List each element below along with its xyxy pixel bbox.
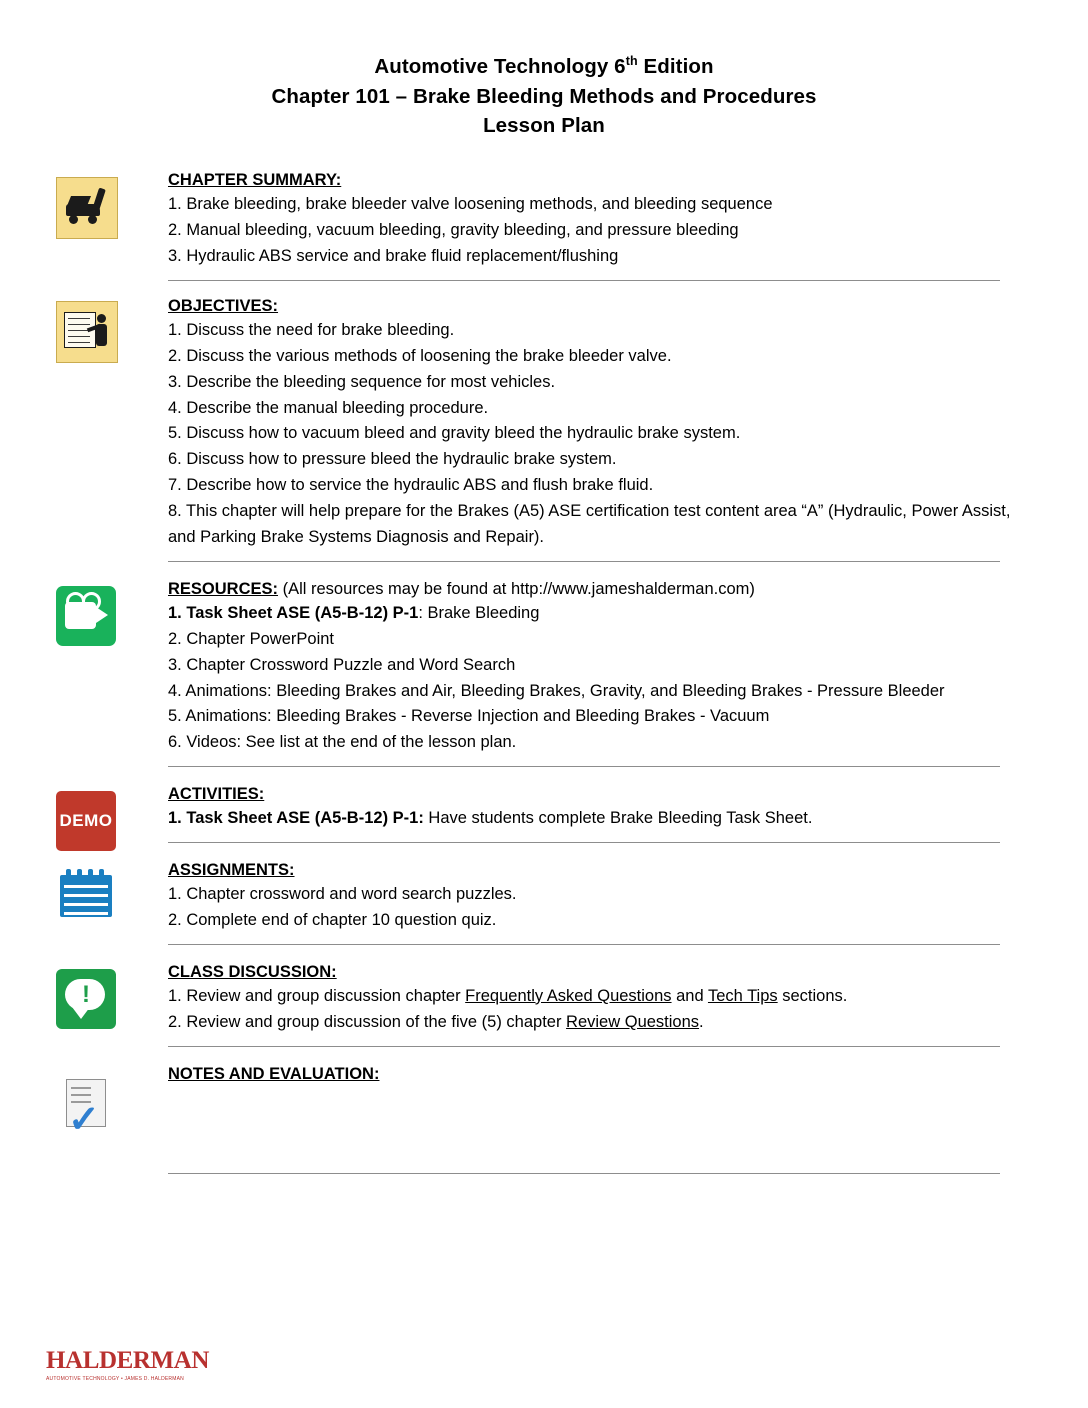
divider-5 [168, 944, 1000, 945]
chapter-summary-heading [168, 171, 1026, 190]
class-discussion-title: CLASS DISCUSSION: [168, 962, 337, 981]
chapter-summary-title: CHAPTER SUMMARY: [168, 171, 342, 190]
class-discussion-body [168, 963, 1026, 1046]
section-resources [0, 580, 1088, 766]
section-activities [0, 785, 1088, 842]
resources-heading [168, 580, 1026, 599]
resources-item-3: 3. Chapter Crossword Puzzle and Word Search [168, 655, 516, 674]
objectives-item-8: 8. This chapter will help prepare for the Brakes (A5) ASE certification test content area “A” (Hydraulic, Power Assist, and Parking Brake Systems Diagnosis and Repair). [168, 502, 1011, 546]
objectives-item-2: 2. Discuss the various methods of loosening the brake bleeder valve. [168, 346, 672, 365]
page-title [0, 0, 1088, 141]
resources-item-5: 5. Animations: Bleeding Brakes - Reverse Injection and Bleeding Brakes - Vacuum [168, 707, 770, 726]
objectives-item-1: 1. Discuss the need for brake bleeding. [168, 320, 455, 339]
chapter-summary-body [168, 171, 1026, 280]
objectives-item-4: 4. Describe the manual bleeding procedure. [168, 398, 489, 417]
section-notes-and-evaluation [0, 1065, 1088, 1161]
objectives-title: OBJECTIVES: [168, 296, 279, 315]
car-repair-icon-wrench [91, 188, 106, 215]
title-line-1 [0, 52, 1088, 82]
class-discussion-item-1-link-techtips: Tech Tips [707, 986, 778, 1005]
class-discussion-item-1-mid: and [671, 986, 708, 1005]
presentation-icon-head [97, 314, 106, 323]
demo-icon [56, 791, 116, 851]
presentation-icon-line-5 [68, 342, 90, 344]
objectives-body [168, 297, 1026, 561]
notepad-icon-line-3 [64, 903, 108, 906]
activities-title: ACTIVITIES: [168, 785, 265, 804]
notepad-icon-line-1 [64, 885, 108, 888]
section-assignments [0, 861, 1088, 944]
class-discussion-item-2-link-review-questions: Review Questions [566, 1012, 700, 1031]
class-discussion-item-2-post: . [699, 1012, 704, 1031]
checked-document-icon [56, 1075, 116, 1141]
class-discussion-item-1-pre: 1. Review and group discussion chapter [168, 986, 466, 1005]
section-objectives [0, 297, 1088, 561]
assignments-item-1: 1. Chapter crossword and word search puzzles. [168, 885, 517, 904]
assignments-heading [168, 861, 1026, 880]
speech-bubble-icon [56, 969, 116, 1029]
class-discussion-item-2 [168, 1010, 1026, 1036]
presentation-icon-line-1 [68, 318, 90, 320]
notes-and-evaluation-heading [168, 1065, 1026, 1084]
activities-item-1-bold: 1. Task Sheet ASE (A5-B-12) P-1: [168, 809, 424, 828]
resources-title-extra: (All resources may be found at http://www.jameshalderman.com) [278, 579, 755, 598]
car-repair-icon [56, 177, 118, 239]
title-line-1-superscript: th [625, 54, 638, 69]
class-discussion-item-2-pre: 2. Review and group discussion of the five (5) chapter [168, 1012, 567, 1031]
divider-1 [168, 280, 1000, 281]
checked-document-icon-checkmark: ✓ [68, 1098, 100, 1141]
objectives-heading [168, 297, 1026, 316]
title-line-1-post: Edition [637, 55, 714, 78]
title-line-2: Chapter 101 – Brake Bleeding Methods and Procedures [271, 84, 817, 108]
presentation-icon [56, 301, 118, 363]
resources-item-4: 4. Animations: Bleeding Brakes and Air, Bleeding Brakes, Gravity, and Bleeding Brakes - Pressure Bleeder [168, 681, 945, 700]
notes-and-evaluation-title: NOTES AND EVALUATION: [168, 1064, 380, 1083]
divider-2 [168, 561, 1000, 562]
activities-item-1 [168, 806, 1026, 832]
sections-container [0, 171, 1088, 1173]
divider-6 [168, 1046, 1000, 1047]
title-line-3: Lesson Plan [483, 114, 605, 138]
title-line-1-pre: Automotive Technology 6 [374, 55, 626, 78]
activities-heading [168, 785, 1026, 804]
activities-body [168, 785, 1026, 842]
resources-item-6: 6. Videos: See list at the end of the lesson plan. [168, 733, 517, 752]
resources-item-2: 2. Chapter PowerPoint [168, 629, 335, 648]
notepad-icon [56, 865, 116, 925]
resources-item-1-bold: 1. Task Sheet ASE (A5-B-12) P-1 [168, 603, 419, 622]
activities-item-1-rest: Have students complete Brake Bleeding Task Sheet. [423, 809, 813, 828]
demo-icon-label: DEMO [59, 811, 113, 831]
halderman-logo-brand: HALDERMAN [46, 1347, 210, 1374]
resources-body [168, 580, 1026, 766]
section-chapter-summary [0, 171, 1088, 280]
section-class-discussion [0, 963, 1088, 1046]
presentation-icon-body [96, 324, 107, 346]
video-camera-icon-lens [96, 607, 108, 623]
video-camera-icon-body [65, 602, 96, 629]
chapter-summary-item-3: 3. Hydraulic ABS service and brake fluid replacement/flushing [168, 246, 619, 265]
presentation-icon-line-4 [68, 336, 90, 338]
class-discussion-item-1-link-faq: Frequently Asked Questions [465, 986, 672, 1005]
objectives-item-3: 3. Describe the bleeding sequence for most vehicles. [168, 372, 556, 391]
notepad-icon-line-4 [64, 912, 108, 915]
class-discussion-item-1 [168, 984, 1026, 1010]
car-repair-icon-wheel-front [69, 215, 78, 224]
objectives-item-7: 7. Describe how to service the hydraulic ABS and flush brake fluid. [168, 476, 654, 495]
class-discussion-heading [168, 963, 1026, 982]
video-camera-icon [56, 586, 116, 646]
speech-bubble-icon-exclamation: ! [82, 980, 90, 1008]
speech-bubble-icon-tail [72, 1007, 90, 1019]
halderman-logo [46, 1347, 216, 1382]
resources-item-1 [168, 601, 1026, 627]
objectives-item-6: 6. Discuss how to pressure bleed the hydraulic brake system. [168, 450, 617, 469]
objectives-item-5: 5. Discuss how to vacuum bleed and gravity bleed the hydraulic brake system. [168, 424, 741, 443]
assignments-item-2: 2. Complete end of chapter 10 question quiz. [168, 910, 497, 929]
assignments-title: ASSIGNMENTS: [168, 861, 295, 880]
halderman-logo-tagline: AUTOMOTIVE TECHNOLOGY • JAMES D. HALDERMAN [46, 1376, 184, 1382]
notes-and-evaluation-body [168, 1065, 1026, 1096]
checked-document-icon-line-1 [71, 1087, 91, 1089]
resources-title: RESOURCES: [168, 579, 279, 598]
car-repair-icon-wheel-rear [88, 215, 97, 224]
divider-3 [168, 766, 1000, 767]
resources-item-1-rest: : Brake Bleeding [418, 603, 540, 622]
checked-document-icon-line-2 [71, 1094, 91, 1096]
class-discussion-item-1-post: sections. [777, 986, 848, 1005]
assignments-body [168, 861, 1026, 944]
notepad-icon-line-2 [64, 894, 108, 897]
chapter-summary-item-2: 2. Manual bleeding, vacuum bleeding, gravity bleeding, and pressure bleeding [168, 221, 739, 240]
divider-7 [168, 1173, 1000, 1174]
chapter-summary-item-1: 1. Brake bleeding, brake bleeder valve loosening methods, and bleeding sequence [168, 195, 773, 214]
divider-4 [168, 842, 1000, 843]
presentation-icon-line-2 [68, 324, 90, 326]
